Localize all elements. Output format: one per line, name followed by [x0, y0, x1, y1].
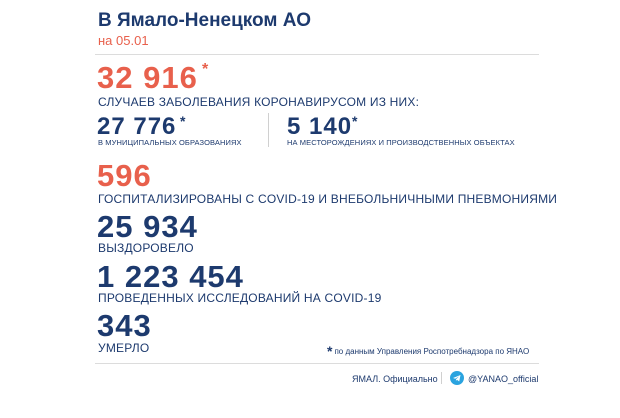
column-divider	[268, 113, 269, 147]
hospitalized-value: 596	[97, 158, 152, 193]
total-cases-asterisk: *	[202, 61, 210, 78]
municipal-cases-caption: В МУНИЦИПАЛЬНЫХ ОБРАЗОВАНИЯХ	[98, 138, 242, 147]
footer-brand: ЯМАЛ. Официально	[352, 374, 438, 384]
total-cases-value: 32 916	[97, 60, 198, 95]
recovered-value: 25 934	[97, 209, 198, 244]
footer-divider	[441, 372, 442, 384]
municipal-cases-value: 27 776	[97, 113, 177, 140]
footnote-asterisk: *	[327, 343, 333, 359]
source-footnote	[327, 341, 529, 357]
bottom-divider	[95, 363, 539, 364]
footnote-text: по данным Управления Роспотребнадзора по ЯНАО	[334, 347, 530, 356]
died-caption: УМЕРЛО	[98, 341, 150, 355]
telegram-handle-link[interactable]: @YANAO_official	[468, 374, 539, 384]
page-title: В Ямало-Ненецком АО	[98, 10, 311, 31]
top-divider	[95, 54, 539, 55]
tests-value: 1 223 454	[97, 259, 244, 294]
fields-cases-caption: НА МЕСТОРОЖДЕНИЯХ И ПРОИЗВОДСТВЕННЫХ ОБЪЕКТАХ	[287, 138, 515, 147]
municipal-cases-asterisk: *	[180, 113, 187, 129]
fields-cases-value: 5 140	[287, 113, 353, 140]
recovered-caption: ВЫЗДОРОВЕЛО	[98, 241, 194, 255]
telegram-icon[interactable]	[450, 371, 464, 385]
fields-cases-asterisk: *	[352, 113, 359, 129]
died-value: 343	[97, 308, 152, 343]
report-date: на 05.01	[98, 33, 149, 48]
hospitalized-caption: ГОСПИТАЛИЗИРОВАНЫ С COVID-19 И ВНЕБОЛЬНИЧНЫМИ ПНЕВМОНИЯМИ	[98, 192, 558, 206]
tests-caption: ПРОВЕДЕННЫХ ИССЛЕДОВАНИЙ НА COVID-19	[98, 291, 382, 305]
total-cases-caption: СЛУЧАЕВ ЗАБОЛЕВАНИЯ КОРОНАВИРУСОМ ИЗ НИХ:	[98, 95, 420, 109]
